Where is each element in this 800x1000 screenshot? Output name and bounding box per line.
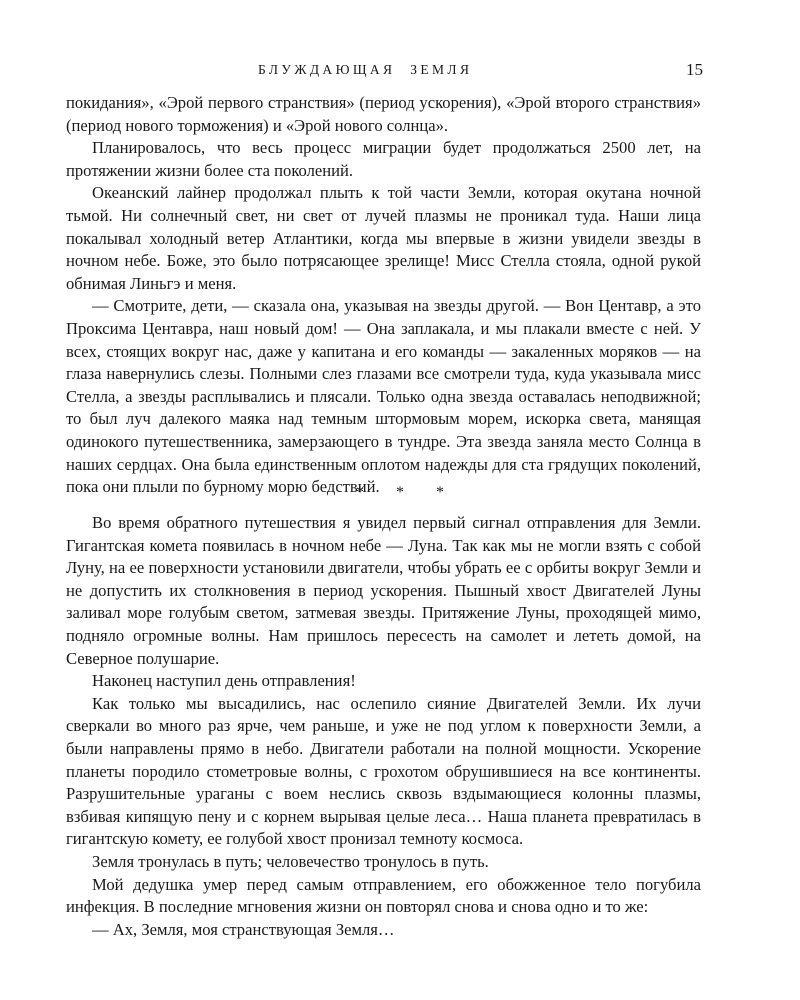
paragraph: — Смотрите, дети, — сказала она, указывая на звезды другой. — Вон Центавр, а это Проксима Центавра, наш новый дом! — Она заплакала, и мы плакали вместе с ней. У всех, стоящих вокруг нас, даже у капитана и его команды — закаленных моряков — на глаза навернулись слезы. Полными слез глазами все смотрели туда, куда указывала мисс Стелла, а звезды расплывались и плясали. Только одна звезда оставалась неподвижной; то был луч далекого маяка над темным штормовым морем, искорка света, манящая одинокого путешественника, замерзающего в тундре. Эта звезда заняла место Солнца в наших сердцах. Она была единственным оплотом надежды для ста грядущих поколений, пока они плыли по бурному морю бедствий. xyxy=(66,296,701,497)
paragraph: Океанский лайнер продолжал плыть к той части Земли, которая окутана ночной тьмой. Ни солнечный свет, ни свет от лучей плазмы не проникал туда. Наши лица покалывал холодный ветер Атлантики, когда мы впервые в жизни увидели звезды в ночном небе. Боже, это было потрясающее зрелище! Мисс Стелла стояла, одной рукой обнимая Линьгэ и меня. xyxy=(66,183,701,293)
page-number: 15 xyxy=(686,60,703,79)
section-one-text xyxy=(66,92,701,499)
paragraph: Мой дедушка умер перед самым отправлением, его обожженное тело погубила инфекция. В последние мгновения жизни он повторял снова и снова одно и то же: xyxy=(66,874,701,917)
paragraph: — Ах, Земля, моя странствующая Земля… xyxy=(92,919,395,939)
paragraph: покидания», «Эрой первого странствия» (период ускорения), «Эрой второго странствия» (период нового торможения) и «Эрой нового солнца». xyxy=(66,93,701,135)
paragraph: Как только мы высадились, нас ослепило сияние Двигателей Земли. Их лучи сверкали во много раз ярче, чем раньше, и уже не под углом к поверхности Земли, а были направлены прямо в небо. Двигатели работали на полной мощности. Ускорение планеты породило стометровые волны, с грохотом обрушившиеся на все континенты. Разрушительные ураганы с воем неслись сквозь вздымающиеся колонны плазмы, взбивая кипящую пену и с корнем вырывая целые леса… Наша планета превратилась в гигантскую комету, ее голубой хвост пронизал темноту космоса. xyxy=(66,693,701,849)
paragraph: Земля тронулась в путь; человечество тронулось в путь. xyxy=(92,851,489,871)
paragraph: Планировалось, что весь процесс миграции будет продолжаться 2500 лет, на протяжении жизни более ста поколений. xyxy=(66,138,701,180)
section-break: * * * xyxy=(356,484,458,501)
running-title: БЛУЖДАЮЩАЯ ЗЕМЛЯ xyxy=(258,62,473,77)
paragraph: Наконец наступил день отправления! xyxy=(92,671,356,691)
paragraph: Во время обратного путешествия я увидел первый сигнал отправления для Земли. Гигантская комета появилась в ночном небе — Луна. Так как мы не могли взять с собой Луну, на ее поверхности установили двигатели, чтобы убрать ее с орбиты вокруг Земли и не допустить их столкновения в период ускорения. Пышный хвост Двигателей Луны заливал море голубым светом, затмевая звезды. Притяжение Луны, проходящей мимо, подняло огромные волны. Нам пришлось пересесть на самолет и лететь домой, на Северное полушарие. xyxy=(66,513,701,668)
section-two-text xyxy=(66,512,701,941)
